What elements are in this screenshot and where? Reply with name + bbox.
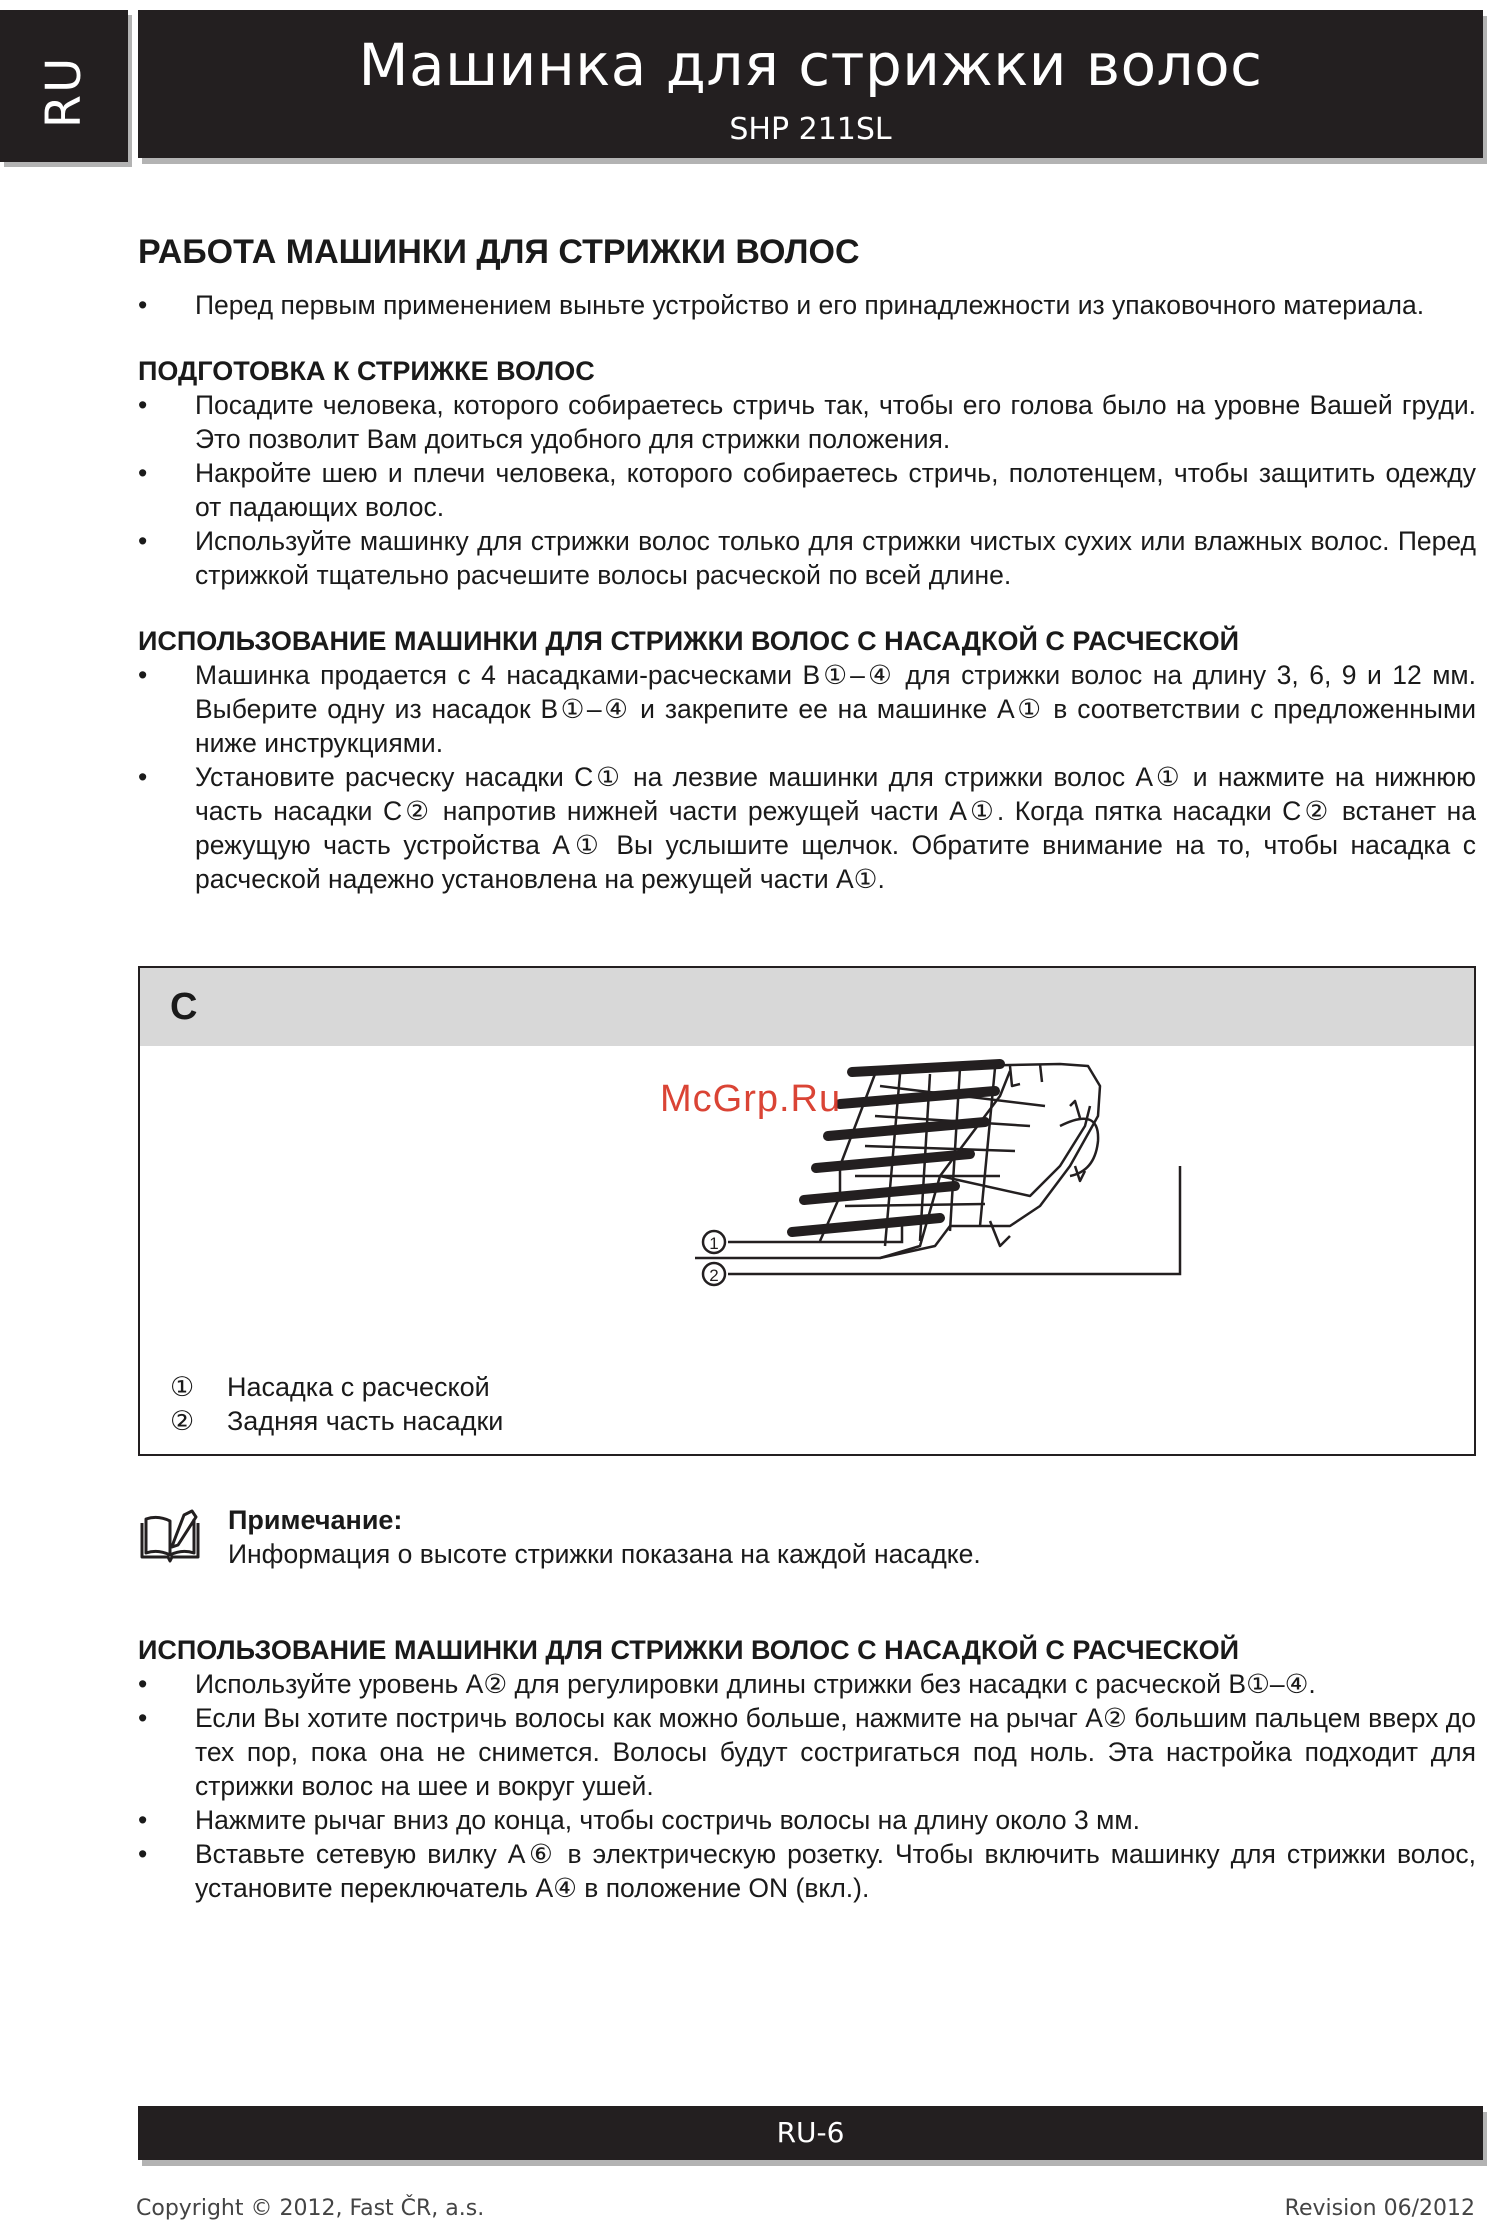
section-preparation	[138, 354, 1476, 592]
figure-legend	[170, 1370, 503, 1438]
language-code: RU	[36, 55, 92, 129]
page-number: RU-6	[776, 2116, 845, 2149]
section-heading: РАБОТА МАШИНКИ ДЛЯ СТРИЖКИ ВОЛОС	[138, 233, 860, 271]
list-item: • Машинка продается с 4 насадками-расческами B①–④ для стрижки волос на длину 3, 6, 9 и 12 мм. Выберите одну из насадок B①–④ и закрепите ее на машинке A① в соответствии с предложенными ниже инструкциями.	[138, 658, 1476, 760]
list-item: • Перед первым применением выньте устройство и его принадлежности из упаковочного материала.	[138, 288, 1476, 322]
legend-number: ①	[170, 1372, 195, 1402]
section-heading: ИСПОЛЬЗОВАНИЕ МАШИНКИ ДЛЯ СТРИЖКИ ВОЛОС С НАСАДКОЙ С РАСЧЕСКОЙ	[138, 1635, 1240, 1665]
section-usage	[138, 1633, 1476, 1905]
figure-header	[140, 968, 1474, 1046]
figure-label: C	[170, 986, 198, 1028]
list-item: • Посадите человека, которого собираетесь стричь так, чтобы его голова было на уровне Вашей груди. Это позволит Вам доиться удобного для стрижки положения.	[138, 388, 1476, 456]
list-item: • Установите расческу насадки C① на лезвие машинки для стрижки волос A① и нажмите на нижнюю часть насадки C② напротив нижней части режущей части A①. Когда пятка насадки C② встанет на режущую часть устройства A① Вы услышите щелчок. Обратите внимание на то, чтобы насадка с расческой надежно установлена на режущей части A①.	[138, 760, 1476, 896]
bullet-list	[138, 658, 1476, 896]
bullet-list	[138, 1667, 1476, 1905]
watermark: McGrp.Ru	[660, 1078, 842, 1120]
book-icon	[138, 1509, 202, 1563]
list-item: • Если Вы хотите постричь волосы как можно больше, нажмите на рычаг A② большим пальцем вверх до тех пор, пока она не снимется. Волосы будут состригаться под ноль. Эта настройка подходит для стрижки волос на шее и вокруг ушей.	[138, 1701, 1476, 1803]
bullet-list	[138, 388, 1476, 592]
page-number-bar	[138, 2106, 1483, 2160]
section-comb-attachment	[138, 624, 1476, 896]
section-heading: ПОДГОТОВКА К СТРИЖКЕ ВОЛОС	[138, 356, 595, 386]
list-item: • Используйте уровень A② для регулировки длины стрижки без насадки с расческой B①–④.	[138, 1667, 1476, 1701]
note-text: Информация о высоте стрижки показана на каждой насадке.	[228, 1539, 981, 1569]
legend-text: Насадка с расческой	[227, 1372, 490, 1402]
title-bar	[138, 10, 1483, 158]
language-tab	[0, 10, 128, 162]
section-operation	[138, 230, 1476, 322]
list-item: • Нажмите рычаг вниз до конца, чтобы состричь волосы на длину около 3 мм.	[138, 1803, 1476, 1837]
list-item: • Вставьте сетевую вилку A⑥ в электрическую розетку. Чтобы включить машинку для стрижки волос, установите переключатель A④ в положение ON (вкл.).	[138, 1837, 1476, 1905]
section-heading: ИСПОЛЬЗОВАНИЕ МАШИНКИ ДЛЯ СТРИЖКИ ВОЛОС С НАСАДКОЙ С РАСЧЕСКОЙ	[138, 626, 1240, 656]
callout-2: 2	[709, 1266, 719, 1285]
callout-1: 1	[709, 1234, 719, 1253]
model-number: SHP 211SL	[729, 112, 892, 147]
figure-box	[138, 966, 1476, 1456]
legend-item	[170, 1370, 503, 1404]
legend-number: ②	[170, 1406, 195, 1436]
list-item: • Используйте машинку для стрижки волос только для стрижки чистых сухих или влажных волос. Перед стрижкой тщательно расчешите волосы расческой по всей длине.	[138, 524, 1476, 592]
copyright: Copyright © 2012, Fast ČR, a.s.	[136, 2196, 485, 2221]
page-title: Машинка для стрижки волос	[358, 31, 1263, 99]
legend-text: Задняя часть насадки	[227, 1406, 504, 1436]
bullet-list	[138, 288, 1476, 322]
revision: Revision 06/2012	[1284, 2196, 1475, 2221]
list-item: • Накройте шею и плечи человека, которого собираетесь стричь, полотенцем, чтобы защитить одежду от падающих волос.	[138, 456, 1476, 524]
note-title: Примечание:	[228, 1505, 403, 1535]
main-content	[138, 230, 1476, 928]
legend-item	[170, 1404, 503, 1438]
